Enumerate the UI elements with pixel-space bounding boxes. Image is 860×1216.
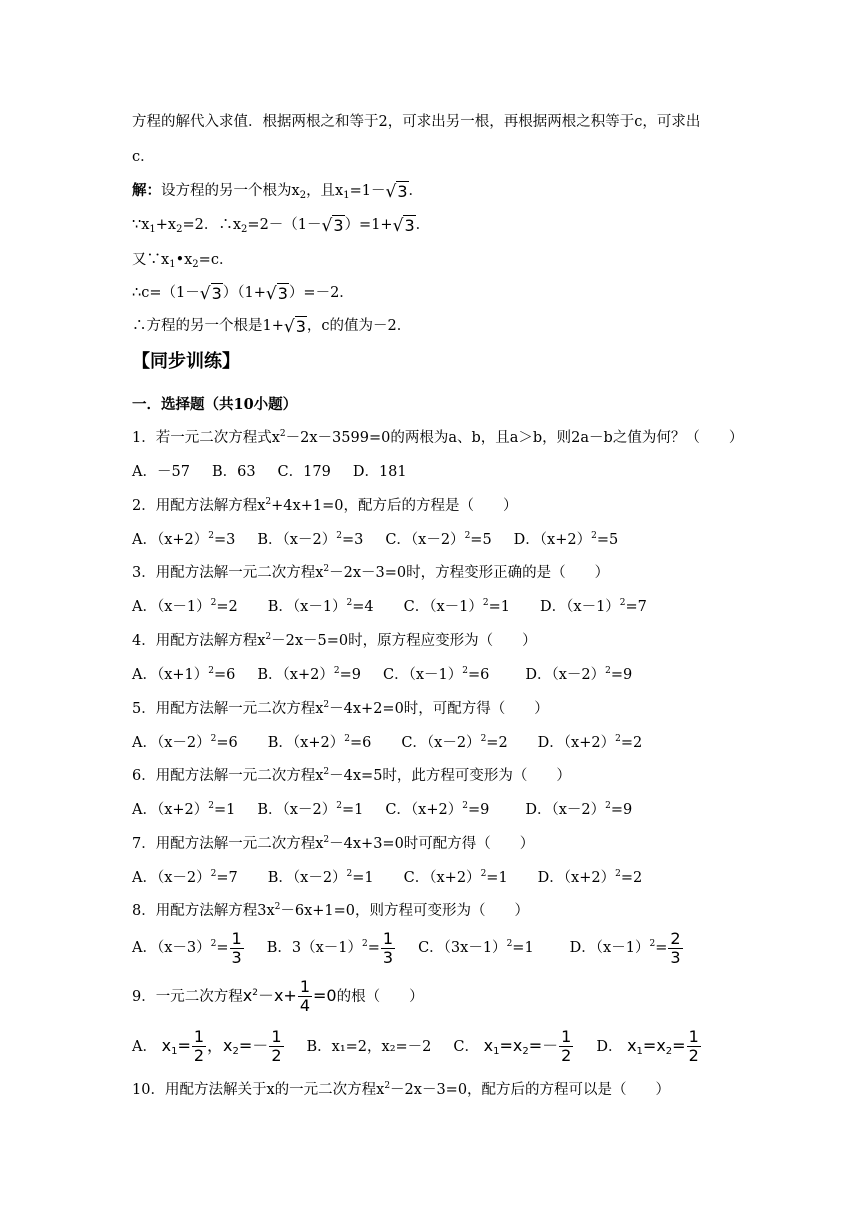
- text: 设方程的另一个根为x: [161, 183, 300, 199]
- text: －2x－3=0，配方后的方程可以是（ ）: [390, 1082, 671, 1098]
- option-b[interactable]: B．$(x+2)^2=6$: [267, 734, 372, 751]
- option-a[interactable]: A．$(x+2)^2=1$: [132, 801, 236, 818]
- option-a[interactable]: A．$(x-3)^2=$ $\frac{1}{3}$: [132, 928, 242, 967]
- text: ．: [408, 183, 424, 199]
- text: 3．用配方法解一元二次方程x: [132, 565, 324, 581]
- question-10: [132, 1080, 670, 1100]
- option-c[interactable]: C．$(x-2)^2=2$: [401, 734, 508, 751]
- subscript: 2: [192, 259, 199, 270]
- option-c[interactable]: C．$(x-1)^2=1$: [403, 598, 511, 615]
- text: 9．一元二次方程: [132, 989, 243, 1005]
- fraction: $\frac{1}{3}$: [382, 928, 394, 967]
- text: －4x+3=0时可配方得（ ）: [329, 836, 535, 852]
- solution-line-1: [132, 181, 423, 202]
- text: －2x－5=0时，原方程应变形为（ ）: [271, 633, 537, 649]
- subscript: 1: [149, 224, 156, 235]
- option-d[interactable]: D．181: [352, 464, 407, 480]
- option-a[interactable]: A．－57: [132, 464, 190, 480]
- text: ，且x: [306, 183, 344, 199]
- superscript: 2: [279, 429, 286, 439]
- text: +4x+1=0，配方后的方程是（ ）: [271, 498, 518, 514]
- superscript: 2: [323, 564, 330, 574]
- option-d[interactable]: D．$(x+2)^2=5$: [513, 531, 619, 548]
- subscript: 2: [241, 224, 248, 235]
- superscript: 2: [384, 1081, 391, 1091]
- question-5: [132, 699, 549, 719]
- text: 的根（ ）: [336, 989, 424, 1005]
- option-b[interactable]: B．$(x-1)^2=4$: [267, 598, 374, 615]
- question-1: [132, 428, 743, 448]
- text: =2－（1－: [247, 217, 322, 233]
- text: －2x－3=0时，方程变形正确的是（ ）: [329, 565, 610, 581]
- sqrt-3: √3: [265, 284, 288, 304]
- superscript: 2: [265, 632, 272, 642]
- text: ）=1+: [344, 217, 393, 233]
- text: ∵x: [132, 217, 150, 233]
- sqrt-3: √3: [283, 317, 306, 337]
- question-7-options: [132, 868, 642, 888]
- superscript: 2: [323, 835, 330, 845]
- text: =c．: [198, 252, 234, 268]
- superscript: 2: [323, 700, 330, 710]
- text: =2．∴x: [182, 217, 242, 233]
- option-a[interactable]: A．$(x-2)^2=6$: [132, 734, 238, 751]
- question-3-options: [132, 597, 647, 617]
- text: －2x－3599=0的两根为a、b，且a＞b，则2a－b之值为何？（ ）: [285, 430, 744, 446]
- option-b[interactable]: B．$(x-2)^2=3$: [257, 531, 364, 548]
- solution-line-5: [132, 316, 411, 337]
- question-7: [132, 834, 534, 854]
- option-b[interactable]: B．$(x+2)^2=9$: [257, 666, 361, 683]
- text: －4x=5时，此方程可变形为（ ）: [329, 768, 571, 784]
- option-d[interactable]: D．$(x-2)^2=9$: [525, 801, 633, 818]
- text: 6．用配方法解一元二次方程x: [132, 768, 324, 784]
- question-4-options: [132, 665, 632, 685]
- text: －4x+2=0时，可配方得（ ）: [329, 701, 549, 717]
- option-a[interactable]: A．$(x-2)^2=7$: [132, 869, 238, 886]
- option-d[interactable]: D．$(x-1)^2=$ $\frac{2}{3}$: [569, 928, 681, 967]
- question-6-options: [132, 800, 632, 820]
- superscript: 2: [274, 902, 281, 912]
- text: 2．用配方法解方程x: [132, 498, 266, 514]
- equation: $x^2-x+$ $\frac{1}{4}$ =0: [242, 977, 337, 1015]
- subscript: 2: [299, 190, 307, 201]
- option-d[interactable]: D．$(x+2)^2=2$: [537, 869, 643, 886]
- fraction: $\frac{1}{3}$: [231, 928, 242, 967]
- option-b[interactable]: B．$3(x-1)^2=$ $\frac{1}{3}$: [266, 928, 394, 967]
- question-4: [132, 631, 537, 651]
- question-5-options: [132, 733, 642, 753]
- text: 4．用配方法解方程x: [132, 633, 266, 649]
- superscript: 2: [323, 767, 330, 777]
- intro-line-2: c．: [132, 149, 155, 165]
- question-9: [132, 978, 424, 1015]
- question-2: [132, 496, 517, 516]
- text: =1－: [349, 183, 386, 199]
- text: 10．用配方法解关于x的一元二次方程x: [132, 1082, 385, 1098]
- sqrt-3: √3: [392, 216, 415, 236]
- option-c[interactable]: C．$(x+2)^2=9$: [385, 801, 490, 818]
- superscript: 2: [265, 497, 272, 507]
- option-a[interactable]: A． $x_1=$ $\frac{1}{2}$ ，$x_2=-$ $\frac{1}{2}$: [132, 1027, 282, 1065]
- solution-label: 解：: [132, 182, 161, 199]
- text: ）（1+: [222, 285, 266, 301]
- option-b[interactable]: B．x₁=2，x₂=－2: [306, 1039, 432, 1055]
- question-2-options: [132, 530, 618, 550]
- question-8: [132, 901, 529, 921]
- option-d[interactable]: D．$(x-2)^2=9$: [525, 666, 633, 683]
- option-a[interactable]: A．$(x-1)^2=2$: [132, 598, 238, 615]
- option-b[interactable]: B．$(x-2)^2=1$: [257, 801, 364, 818]
- subscript: 1: [343, 190, 350, 201]
- text: +x: [155, 217, 177, 233]
- text: ∴c=（1－: [132, 285, 200, 301]
- text: ，c的值为－2．: [306, 318, 412, 334]
- subscript: 2: [176, 224, 183, 235]
- text: 5．用配方法解一元二次方程x: [132, 701, 324, 717]
- option-a[interactable]: A．$(x+2)^2=3$: [132, 531, 236, 548]
- solution-line-2: [132, 215, 430, 236]
- solution-line-3: [132, 250, 233, 270]
- option-d[interactable]: D．$(x-1)^2=7$: [540, 598, 647, 615]
- text: 7．用配方法解一元二次方程x: [132, 836, 324, 852]
- subscript: 1: [169, 259, 176, 270]
- option-c[interactable]: C．$(3x-1)^2=1$: [418, 939, 534, 956]
- sqrt-3: √3: [385, 182, 408, 202]
- solution-line-4: [132, 283, 354, 304]
- question-1-options: [132, 462, 407, 482]
- option-c[interactable]: C．179: [277, 464, 331, 480]
- option-b[interactable]: B．63: [211, 464, 256, 480]
- option-a[interactable]: A．$(x+1)^2=6$: [132, 666, 236, 683]
- section-subtitle: 一．选择题（共10小题）: [132, 396, 298, 413]
- question-8-options: [132, 928, 684, 968]
- option-c[interactable]: C． $x_1=x_2=-$ $\frac{1}{2}$: [453, 1027, 572, 1065]
- text: 8．用配方法解方程3x: [132, 903, 275, 919]
- option-d[interactable]: D．$(x+2)^2=2$: [537, 734, 643, 751]
- text: 又∵x: [132, 252, 170, 268]
- option-c[interactable]: C．$(x-2)^2=5$: [385, 531, 492, 548]
- option-d[interactable]: D． $x_1=x_2=$ $\frac{1}{2}$: [596, 1027, 699, 1065]
- text: 1．若一元二次方程式x: [132, 430, 280, 446]
- sqrt-3: √3: [321, 216, 344, 236]
- text: •x: [175, 252, 193, 268]
- text: ）=－2．: [288, 285, 354, 301]
- option-c[interactable]: C．$(x-1)^2=6$: [382, 666, 490, 683]
- section-title: 【同步训练】: [132, 351, 240, 372]
- fraction: $\frac{2}{3}$: [670, 928, 681, 967]
- question-3: [132, 563, 609, 583]
- question-6: [132, 766, 571, 786]
- text: －6x+1=0，则方程可变形为（ ）: [280, 903, 530, 919]
- sqrt-3: √3: [199, 284, 222, 304]
- text: ∴方程的另一个根是1+: [132, 318, 284, 334]
- option-b[interactable]: B．$(x-2)^2=1$: [267, 869, 374, 886]
- intro-line-1: 方程的解代入求值．根据两根之和等于2，可求出另一根，再根据两根之积等于c，可求出: [132, 114, 701, 130]
- option-c[interactable]: C．$(x+2)^2=1$: [403, 869, 508, 886]
- question-9-options: [132, 1024, 702, 1069]
- text: ．: [415, 217, 431, 233]
